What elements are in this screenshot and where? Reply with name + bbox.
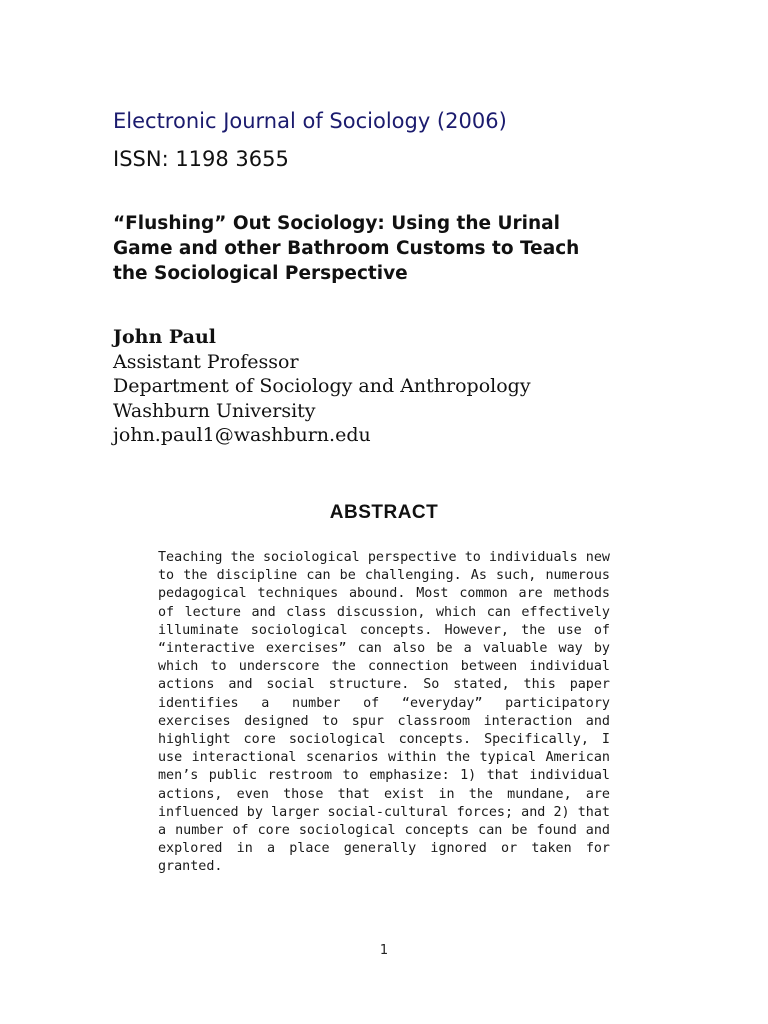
author-position: Assistant Professor (113, 350, 299, 373)
issn: ISSN: 1198 3655 (113, 147, 289, 171)
abstract-body: Teaching the sociological perspective to individuals new to the discipline can be challenging. As such, numerous pedagogical techniques abound. Most common are methods of lecture and class discussion, which can effectively illuminate sociological concepts. However, the use of “interactive exercises” can also be a valuable way by which to underscore the connection between individual actions and social structure. So stated, this paper identifies a number of “everyday” participatory exercises designed to spur classroom interaction and highlight core sociological concepts. Specifically, I use interactional scenarios within the typical American men’s public restroom to emphasize: 1) that individual actions, even those that exist in the mundane, are influenced by larger social-cultural forces; and 2) that a number of core sociological concepts can be found and explored in a place generally ignored or taken for granted. (158, 550, 610, 875)
author-university: Washburn University (113, 399, 316, 422)
paper-title (113, 211, 653, 286)
abstract-heading: ABSTRACT (329, 502, 439, 523)
page-number: 1 (379, 943, 389, 958)
author-block (113, 325, 531, 448)
journal-name: Electronic Journal of Sociology (2006) (113, 109, 507, 133)
paper-title-line: the Sociological Perspective (113, 263, 408, 284)
author-email: john.paul1@washburn.edu (113, 424, 371, 446)
author-name: John Paul (113, 326, 217, 348)
author-department: Department of Sociology and Anthropology (113, 375, 531, 397)
paper-title-line: Game and other Bathroom Customs to Teach (113, 238, 580, 259)
paper-title-line: “Flushing” Out Sociology: Using the Urinal (113, 213, 560, 234)
